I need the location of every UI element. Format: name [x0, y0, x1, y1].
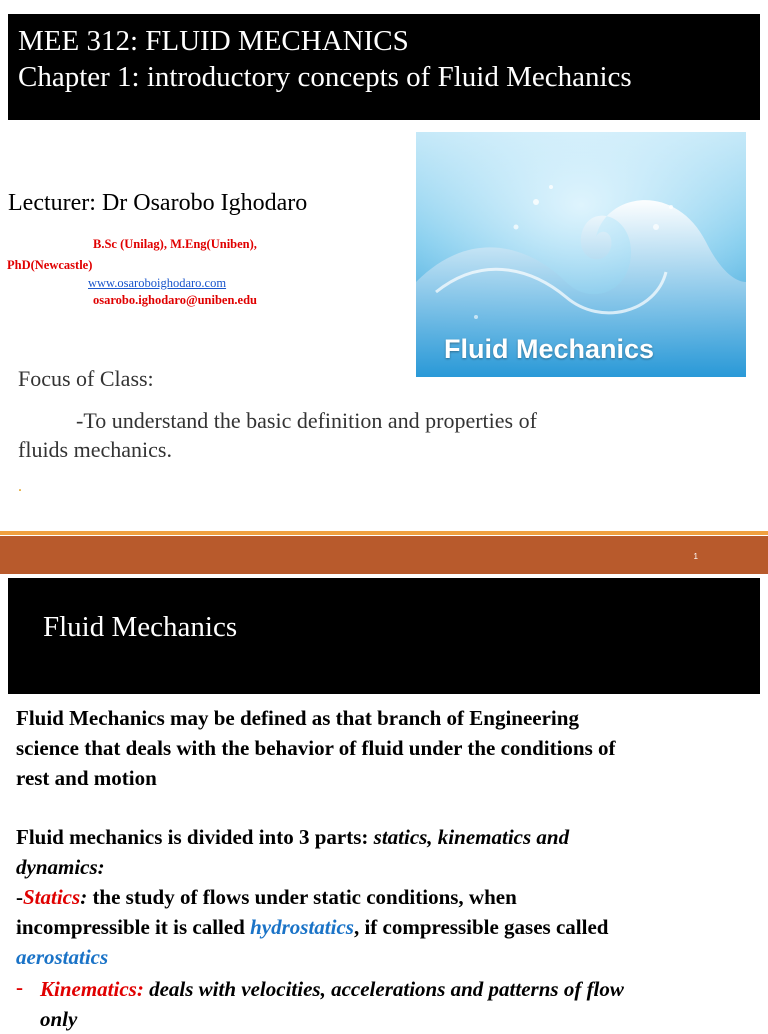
empty-bullet: .: [18, 478, 22, 495]
statics-text-line2a: incompressible it is called: [16, 915, 251, 939]
definition-line3: rest and motion: [16, 766, 157, 790]
focus-text-line2: fluids mechanics.: [18, 437, 172, 462]
parts-list-line2: dynamics:: [16, 855, 105, 879]
hydrostatics-term: hydrostatics: [250, 915, 354, 939]
kinematics-dash: -: [16, 975, 23, 999]
slide2-title: Fluid Mechanics: [43, 611, 238, 643]
kinematics-line2: [40, 1004, 77, 1034]
statics-line2: [16, 912, 608, 942]
kinematics-line1: [40, 974, 624, 1004]
course-title: MEE 312: FLUID MECHANICS: [18, 25, 409, 57]
aerostatics-term: aerostatics: [16, 945, 109, 969]
parts-line1: [16, 822, 569, 852]
definition-line1: Fluid Mechanics may be defined as that branch of Engineering: [16, 706, 579, 730]
focus-text-line1: -To understand the basic definition and properties of: [76, 408, 537, 433]
lecturer-degrees-line2: PhD(Newcastle): [7, 258, 93, 272]
lecturer-name: Lecturer: Dr Osarobo Ighodaro: [8, 190, 308, 216]
chapter-title: Chapter 1: introductory concepts of Fluid Mechanics: [18, 61, 632, 93]
website-link[interactable]: www.osaroboighodaro.com: [88, 276, 227, 290]
parts-prefix: Fluid mechanics is divided into 3 parts:: [16, 825, 374, 849]
lecturer-degrees-line1: B.Sc (Unilag), M.Eng(Uniben),: [93, 237, 257, 251]
footer-accent-line: [0, 531, 768, 535]
kinematics-text-line2: only: [40, 1007, 78, 1031]
image-caption: Fluid Mechanics: [444, 334, 655, 364]
statics-colon: :: [80, 885, 88, 909]
statics-dash: -: [16, 885, 23, 909]
statics-text-line1: the study of flows under static conditions, when: [87, 885, 517, 909]
statics-line3: [16, 942, 108, 972]
parts-list-line1: statics, kinematics and: [373, 825, 570, 849]
kinematics-term: Kinematics:: [40, 977, 144, 1001]
slide-footer-bar: [0, 536, 768, 574]
focus-heading: Focus of Class:: [18, 366, 154, 391]
lecturer-email: osarobo.ighodaro@uniben.edu: [93, 293, 257, 307]
parts-line2: [16, 852, 105, 882]
fluid-mechanics-image: [416, 132, 746, 377]
definition-line2: science that deals with the behavior of fluid under the conditions of: [16, 736, 616, 760]
statics-text-line2b: , if compressible gases called: [353, 915, 609, 939]
page-number: 1: [693, 552, 698, 561]
statics-term: Statics: [23, 885, 81, 909]
kinematics-text-line1: deals with velocities, accelerations and patterns of flow: [143, 977, 624, 1001]
statics-line1: [16, 882, 517, 912]
